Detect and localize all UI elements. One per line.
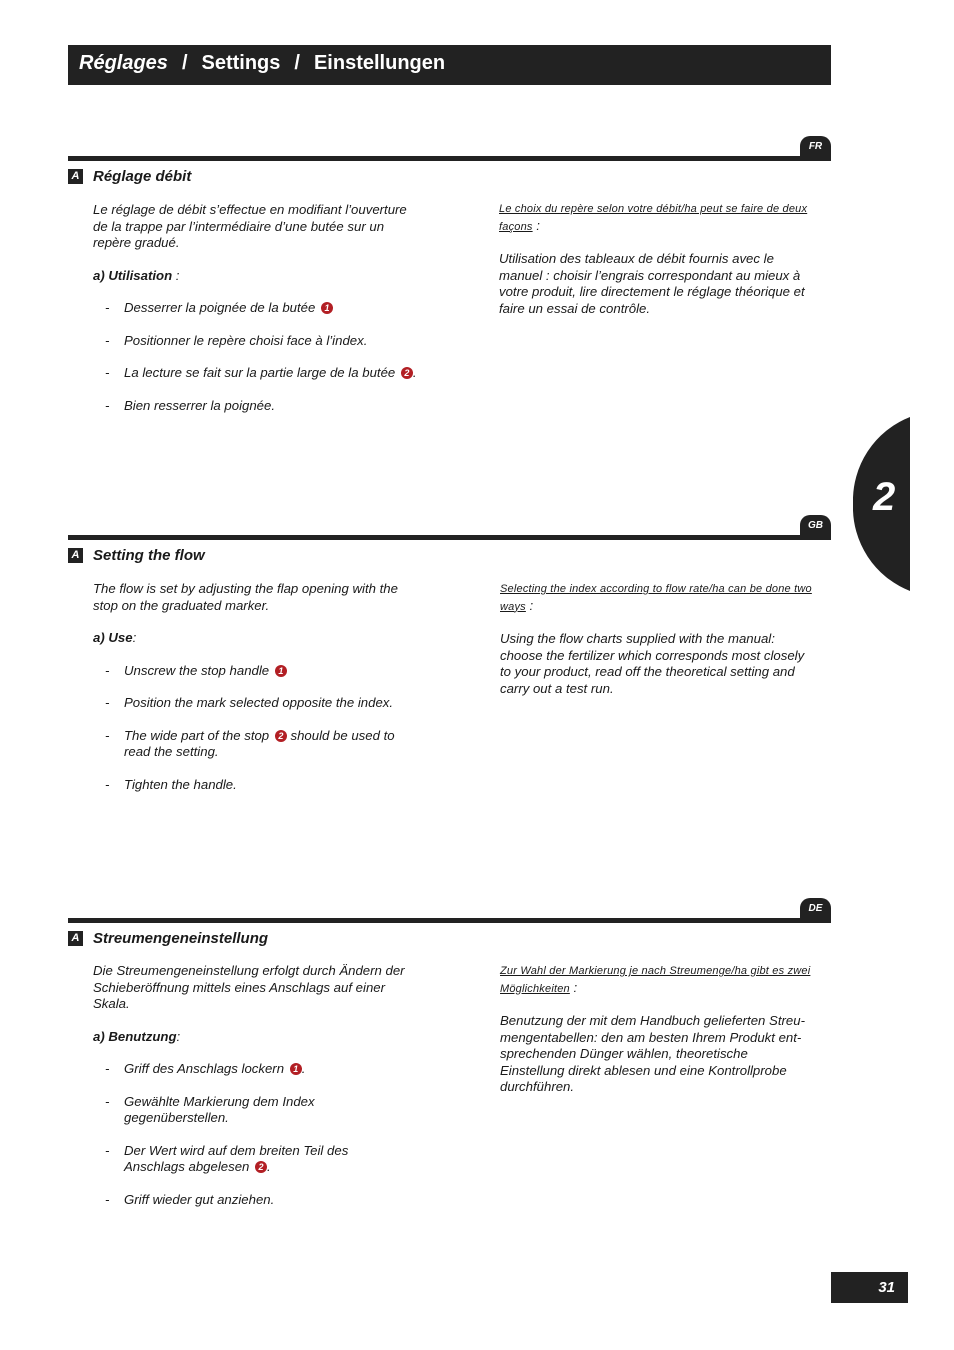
section-title: Réglage débit [93, 168, 192, 185]
list-item: - Positionner le repère choisi face à l’index. [105, 332, 368, 348]
intro-text: The flow is set by adjusting the flap opening with the stop on the graduated marker. [93, 581, 398, 613]
section-rule [68, 535, 831, 540]
lang-tab-fr: FR [800, 136, 831, 158]
right-text: Benutzung der mit dem Handbuch gelieferten Streu-mengentabellen: den am besten Ihrem Produkt ent-sprechenden Dünger wählen, theoretische Einstellung direkt ablesen und eine Kontrollprobe durchführen. [500, 1013, 805, 1094]
intro-text: Le réglage de débit s’effectue en modifiant l’ouverture de la trappe par l’intermédiaire d’une butée sur un repère gradué. [93, 202, 407, 250]
marker-2-icon: 2 [401, 367, 413, 379]
section-marker: A [68, 548, 83, 563]
use-heading: a) Utilisation : [93, 267, 180, 283]
lang-tab-gb: GB [800, 515, 831, 537]
marker-1-icon: 1 [275, 665, 287, 677]
right-column-fr [499, 200, 811, 317]
right-column-gb [500, 580, 812, 697]
page-number: 31 [831, 1272, 908, 1303]
section-rule [68, 918, 831, 923]
page-header [68, 45, 831, 85]
left-column-de [93, 963, 423, 1208]
right-column-de [500, 962, 812, 1096]
chapter-number: 2 [873, 475, 896, 519]
list-item: - The wide part of the stop 2 should be used to read the setting. [105, 727, 395, 759]
list-item: - Der Wert wird auf dem breiten Teil des Anschlags abgelesen 2 . [105, 1142, 349, 1174]
right-heading: Le choix du repère selon votre débit/ha peut se faire de deux façons : [499, 203, 808, 233]
list-item: - Gewählte Markierung dem Index gegenüberstellen. [105, 1093, 315, 1125]
right-text: Using the flow charts supplied with the manual: choose the fertilizer which corresponds most closely to your product, read off the theoretical setting and carry out a test run. [500, 631, 805, 696]
section-marker: A [68, 169, 83, 184]
title-separator: / [181, 52, 188, 74]
section-rule [68, 156, 831, 161]
title-de: Einstellungen [313, 52, 446, 74]
list-item: - Griff wieder gut anziehen. [105, 1191, 275, 1207]
list-item: - Position the mark selected opposite the index. [105, 695, 394, 710]
marker-2-icon: 2 [255, 1161, 267, 1173]
list-item: - Unscrew the stop handle 1 [105, 663, 423, 680]
steps-list [105, 300, 423, 414]
section-marker: A [68, 931, 83, 946]
steps-list [105, 663, 423, 794]
section-heading-fr [68, 168, 191, 185]
section-heading-de [68, 930, 268, 947]
left-column-gb [93, 581, 423, 793]
marker-1-icon: 1 [290, 1063, 302, 1075]
chapter-tab [853, 417, 954, 591]
marker-1-icon: 1 [321, 302, 333, 314]
right-text: Utilisation des tableaux de débit fournis avec le manuel : choisir l’engrais correspondant au mieux à votre produit, lire directement le réglage théorique et faire un essai de contrôle. [499, 251, 805, 316]
list-item: - Desserrer la poignée de la butée 1 [105, 300, 423, 317]
steps-list [105, 1061, 423, 1208]
title-separator: / [294, 52, 300, 74]
use-heading: a) Use: [93, 630, 137, 645]
right-heading: Zur Wahl der Markierung je nach Streumenge/ha gibt es zwei Möglichkeiten : [500, 965, 811, 995]
use-heading: a) Benutzung: [93, 1028, 181, 1044]
marker-2-icon: 2 [275, 730, 287, 742]
lang-tab-de: DE [800, 898, 831, 920]
list-item: - Tighten the handle. [105, 776, 237, 792]
left-column-fr [93, 202, 423, 414]
list-item: - La lecture se fait sur la partie large de la butée 2 . [105, 365, 417, 380]
section-title: Streumengeneinstellung [93, 930, 269, 947]
chapter-tab-shape [853, 417, 954, 591]
right-heading: Selecting the index according to flow rate/ha can be done two ways : [500, 583, 812, 613]
page-title [79, 52, 445, 75]
section-heading-gb [68, 547, 205, 564]
list-item: - Bien resserrer la poignée. [105, 397, 276, 413]
section-title: Setting the flow [93, 547, 205, 564]
title-fr: Réglages [79, 52, 168, 74]
list-item: - Griff des Anschlags lockern 1 . [105, 1061, 306, 1076]
intro-text: Die Streumengeneinstellung erfolgt durch Ändern der Schieberöffnung mittels eines Anschlags auf einer Skala. [93, 963, 405, 1011]
title-gb: Settings [201, 52, 281, 74]
